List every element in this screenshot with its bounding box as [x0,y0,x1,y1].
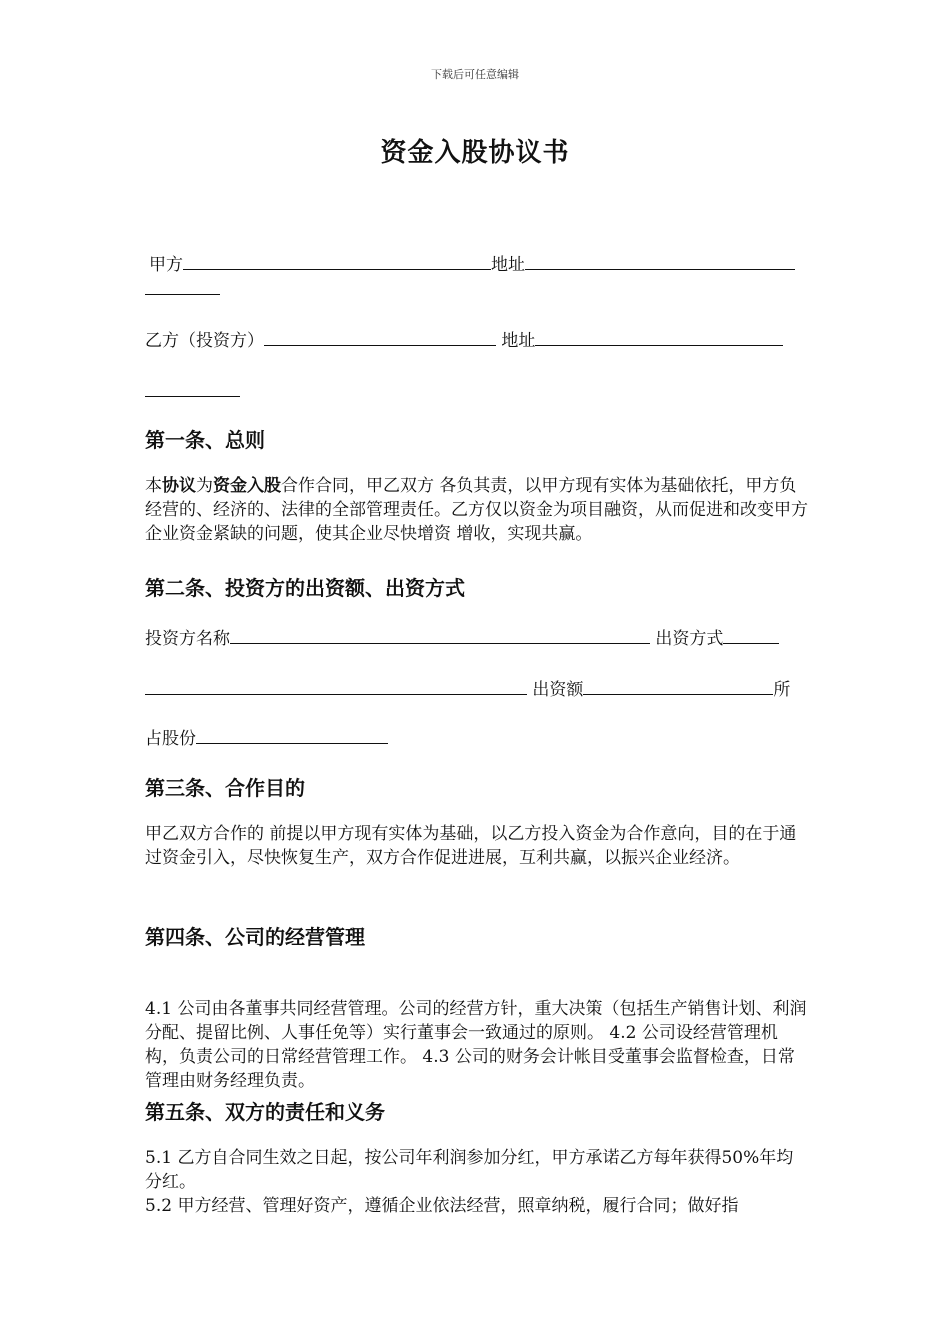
investment-method-label: 出资方式 [655,629,724,649]
investment-method-blank[interactable] [723,625,779,644]
investor-name-line [145,624,810,649]
party-b-line-cont [145,378,810,402]
party-a-address-label: 地址 [491,255,525,275]
party-b-label: 乙方（投资方） [145,331,264,351]
party-a-label: 甲方 [149,255,183,275]
section-5-paragraph-1: 5.1 乙方自合同生效之日起，按公司年利润参加分红，甲方承诺乙方每年获得50%年均分红。 [145,1148,794,1192]
party-a-blank[interactable] [183,251,491,270]
party-b-blank[interactable] [264,327,496,346]
party-a-line [145,250,810,275]
section-2-heading: 第二条、投资方的出资额、出资方式 [145,576,465,600]
investment-method-blank-cont[interactable] [145,676,527,695]
party-b-address-blank-cont[interactable] [145,378,240,397]
party-b-line [145,326,810,351]
section-5-heading: 第五条、双方的责任和义务 [145,1100,385,1124]
section-1-bold-agreement: 协议 [162,476,196,496]
party-a-line-cont [145,276,810,300]
section-1-text-post: 合作合同，甲乙双方 各负其责，以甲方现有实体为基础依托，甲方负经营的、经济的、法律的全部管理责任。乙方仅以资金为项目融资，从而促进和改变甲方企业资金紧缺的问题，使其企业尽快增资 增收，实现共赢。 [145,476,808,544]
section-1-paragraph [145,474,810,546]
party-a-address-blank-cont[interactable] [145,276,220,295]
section-1-text-pre: 本 [145,476,162,496]
section-3-heading: 第三条、合作目的 [145,776,305,800]
section-1-text-mid: 为 [196,476,213,496]
section-3-paragraph: 甲乙双方合作的 前提以甲方现有实体为基础，以乙方投入资金为合作意向，目的在于通过资金引入，尽快恢复生产，双方合作促进进展，互利共赢，以振兴企业经济。 [145,824,797,868]
investor-name-label: 投资方名称 [145,629,230,649]
investment-amount-line [145,675,810,700]
investor-name-blank[interactable] [230,625,650,644]
party-a-address-blank[interactable] [525,251,795,270]
share-label-b: 占股份 [145,729,196,749]
section-1-bold-capital: 资金入股 [213,476,281,496]
section-1-heading: 第一条、总则 [145,428,265,452]
section-4-paragraph: 4.1 公司由各董事共同经营管理。公司的经营方针，重大决策（包括生产销售计划、利润分配、提留比例、人事任免等）实行董事会一致通过的原则。 4.2 公司设经营管理机构，负责公司的日常经营管理工作。 4.3 公司的财务会计帐目受董事会监督检查，日常管理由财务经理负责。 [145,999,807,1091]
share-label-a: 所 [773,680,791,700]
section-4-heading: 第四条、公司的经营管理 [145,925,365,949]
section-5-paragraph-2: 5.2 甲方经营、管理好资产，遵循企业依法经营，照章纳税，履行合同；做好指 [145,1196,739,1216]
document-title: 资金入股协议书 [380,138,570,168]
header-note: 下载后可任意编辑 [431,68,519,81]
party-b-address-label: 地址 [501,331,536,351]
investment-amount-blank[interactable] [583,676,773,695]
party-b-address-blank[interactable] [535,327,783,346]
share-line [145,724,810,749]
investment-amount-label: 出资额 [532,680,584,700]
share-blank[interactable] [196,725,388,744]
